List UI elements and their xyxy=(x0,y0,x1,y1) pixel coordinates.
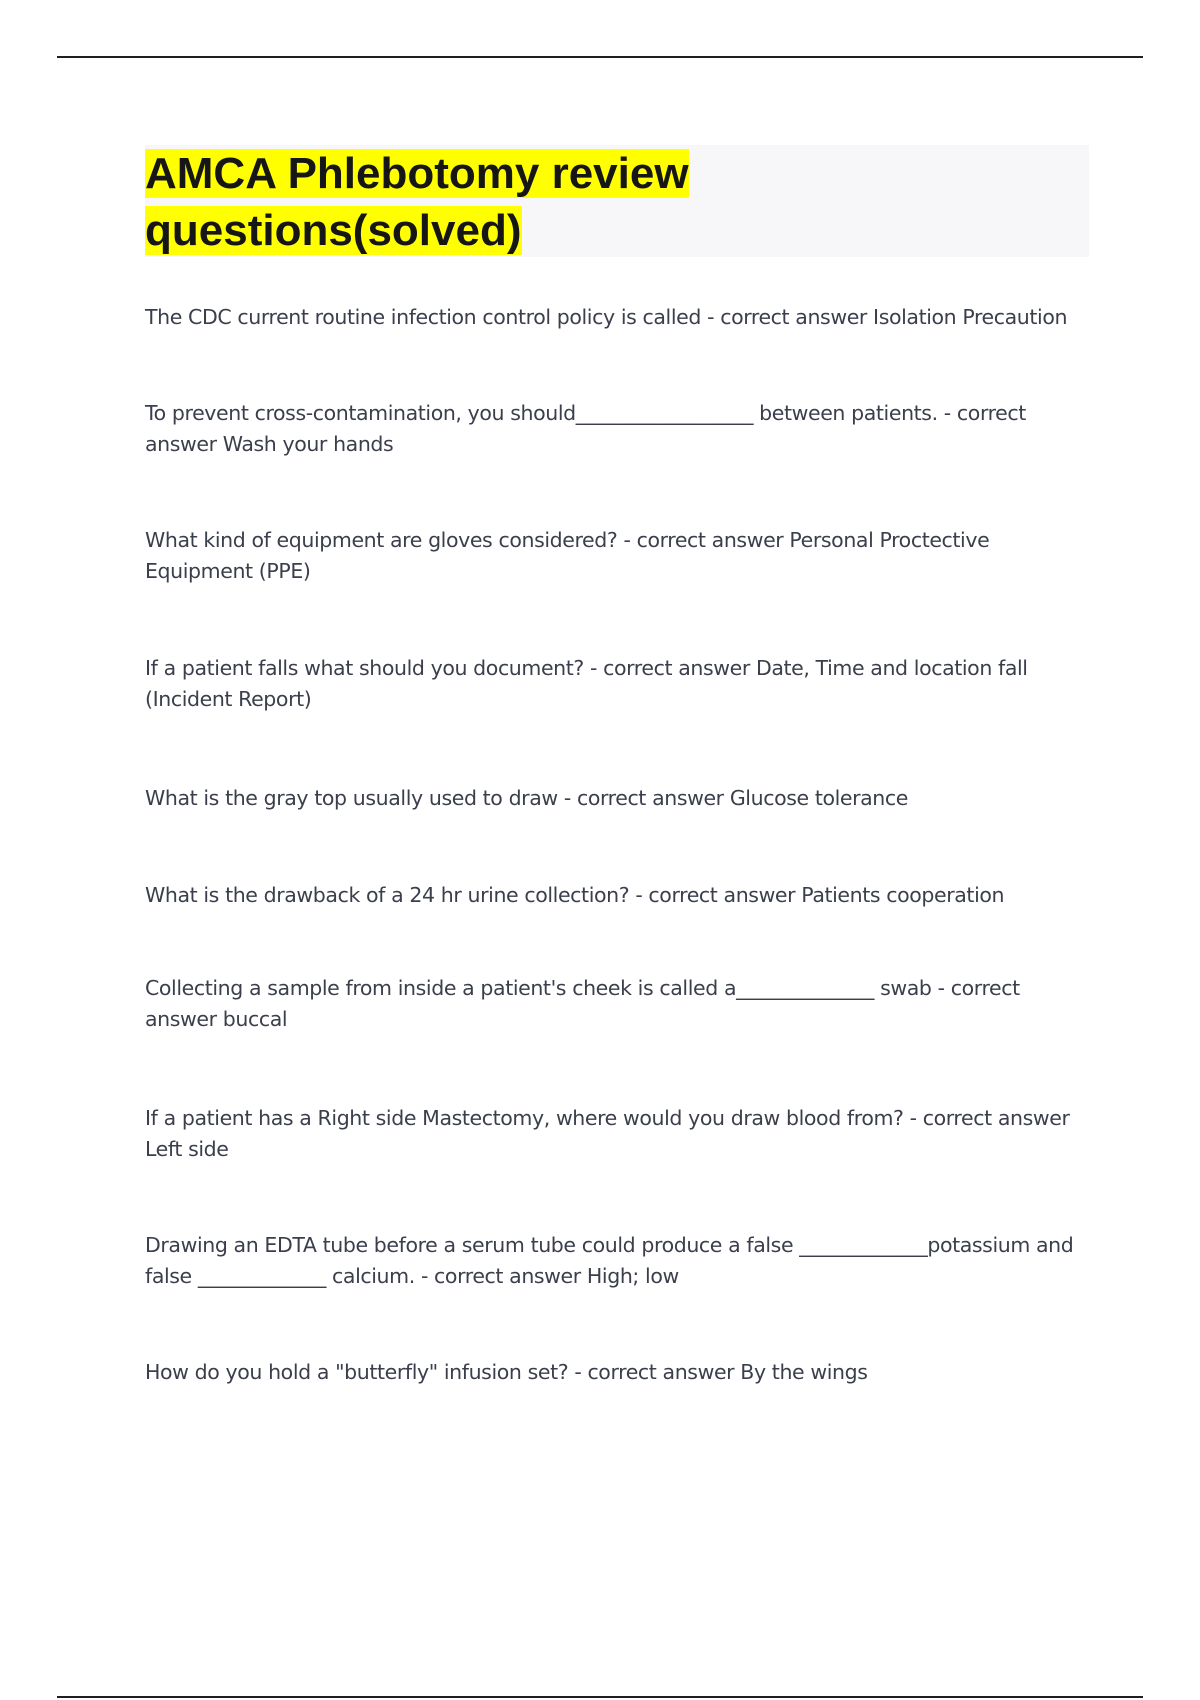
qa-item-5: What is the gray top usually used to draw - correct answer Glucose tolerance xyxy=(145,786,908,810)
qa-item-10: How do you hold a "butterfly" infusion set? - correct answer By the wings xyxy=(145,1360,868,1384)
document-title xyxy=(145,145,785,259)
title-highlight: AMCA Phlebotomy review questions(solved) xyxy=(145,149,689,255)
qa-item-4: If a patient falls what should you document? - correct answer Date, Time and location fall (Incident Report) xyxy=(145,656,1028,711)
qa-item-9: Drawing an EDTA tube before a serum tube could produce a false _____________potassium and false _____________ calcium. - correct answer High; low xyxy=(145,1233,1074,1288)
qa-item-6: What is the drawback of a 24 hr urine collection? - correct answer Patients cooperation xyxy=(145,883,1005,907)
top-rule xyxy=(57,56,1143,58)
bottom-rule xyxy=(57,1696,1143,1698)
title-block xyxy=(145,145,1089,257)
qa-item-7: Collecting a sample from inside a patient's cheek is called a______________ swab - correct answer buccal xyxy=(145,976,1020,1031)
qa-item-8: If a patient has a Right side Mastectomy, where would you draw blood from? - correct answer Left side xyxy=(145,1106,1070,1161)
qa-item-1: The CDC current routine infection control policy is called - correct answer Isolation Precaution xyxy=(145,305,1068,329)
qa-item-2: To prevent cross-contamination, you should__________________ between patients. - correct answer Wash your hands xyxy=(145,401,1026,456)
qa-item-3: What kind of equipment are gloves considered? - correct answer Personal Proctective Equipment (PPE) xyxy=(145,528,990,583)
